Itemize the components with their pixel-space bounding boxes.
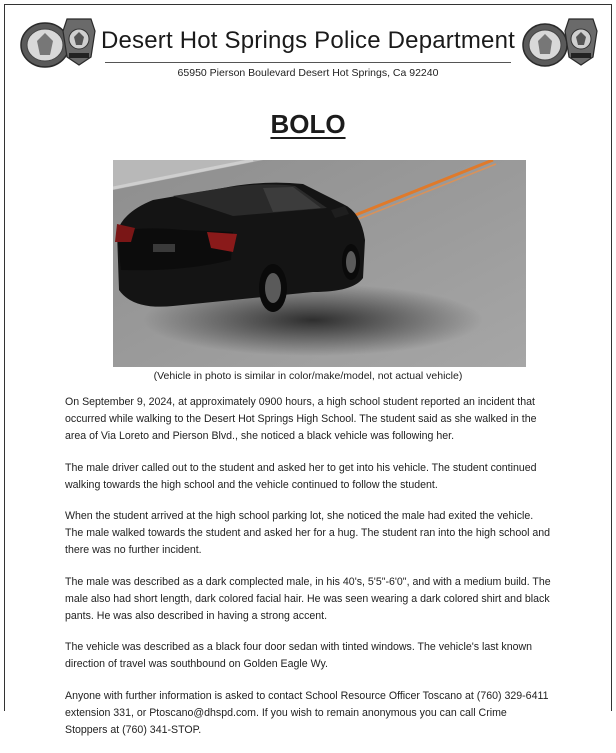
paragraph-contact-info: Anyone with further information is asked to contact School Resource Officer Toscano at (760) 329-6411 extension 331, or Ptoscano@dhspd.com. If you wish to remain anonymous you can call Crime Stoppers at (760) 341-STOP.: [65, 689, 549, 737]
paragraph-vehicle-description: The vehicle was described as a black four door sedan with tinted windows. The vehicle's last known direction of travel was southbound on Golden Eagle Wy.: [65, 641, 533, 671]
vehicle-photo: [113, 160, 526, 367]
black-sedan-photo-icon: [113, 160, 526, 367]
photo-caption: (Vehicle in photo is similar in color/make/model, not actual vehicle): [153, 370, 463, 382]
department-address: 65950 Pierson Boulevard Desert Hot Springs, Ca 92240: [177, 67, 439, 79]
paragraph-parking-lot: When the student arrived at the high school parking lot, she noticed the male had exited the vehicle. The male walked towards the student and asked her for a hug. The student ran into the high school and there was no further incident.: [65, 510, 551, 557]
document-page: [4, 4, 612, 737]
paragraph-suspect-description: The male was described as a dark complected male, in his 40's, 5'5"-6'0", and with a medium build. The male also had short length, dark colored facial hair. He was seen wearing a dark colored shirt and black pants. He was also described in having a strong accent.: [65, 575, 551, 623]
paragraph-driver: The male driver called out to the student and asked her to get into his vehicle. The student continued walking towards the high school and the vehicle continued to follow the student.: [65, 461, 537, 491]
department-title: Desert Hot Springs Police Department: [100, 27, 516, 54]
header-divider: [105, 62, 511, 63]
paragraph-incident: On September 9, 2024, at approximately 0900 hours, a high school student reported an incident that occurred while walking to the Desert Hot Springs High School. The student said as she walked in the area of Via Loreto and Pierson Blvd., she noticed a black vehicle was following her.: [65, 396, 537, 443]
incident-report-body: [65, 394, 551, 753]
bolo-heading: BOLO: [270, 109, 346, 139]
